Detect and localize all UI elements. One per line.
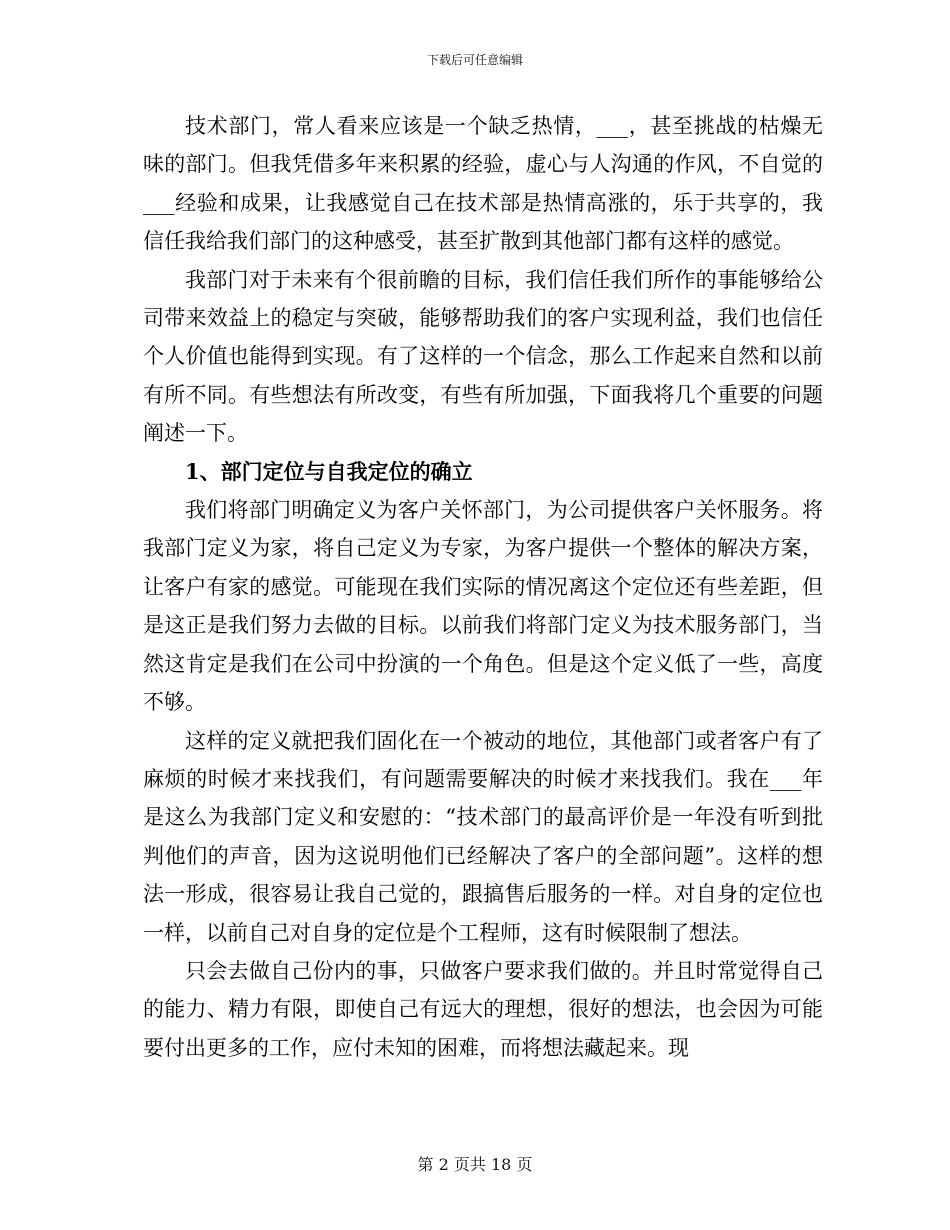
paragraph: 技术部门，常人看来应该是一个缺乏热情，___，甚至挑战的枯燥无味的部门。但我凭借多年来积累的经验，虚心与人沟通的作风，不自觉的___经验和成果，让我感觉自己在技术部是热情高涨的，乐于共享的，我信任我给我们部门的这种感受，甚至扩散到其他部门都有这样的感觉。 <box>143 114 823 254</box>
page-header: 下载后可任意编辑 <box>426 53 523 67</box>
section-heading: 1、部门定位与自我定位的确立 <box>185 458 473 484</box>
paragraph: 我们将部门明确定义为客户关怀部门，为公司提供客户关怀服务。将我部门定义为家，将自己定义为专家，为客户提供一个整体的解决方案，让客户有家的感觉。可能现在我们实际的情况离这个定位还有些差距，但是这正是我们努力去做的目标。以前我们将部门定义为技术服务部门，当然这肯定是我们在公司中扮演的一个角色。但是这个定义低了一些，高度不够。 <box>143 498 823 715</box>
document-body <box>143 107 823 1067</box>
paragraph: 这样的定义就把我们固化在一个被动的地位，其他部门或者客户有了麻烦的时候才来找我们，有问题需要解决的时候才来找我们。我在___年是这么为我部门定义和安慰的：“技术部门的最高评价是一年没有听到批判他们的声音，因为这说明他们已经解决了客户的全部问题”。这样的想法一形成，很容易让我自己觉的，跟搞售后服务的一样。对自身的定位也一样，以前自己对自身的定位是个工程师，这有时候限制了想法。 <box>143 728 823 945</box>
paragraph: 只会去做自己份内的事，只做客户要求我们做的。并且时常觉得自己的能力、精力有限，即使自己有远大的理想，很好的想法，也会因为可能要付出更多的工作，应付未知的困难，而将想法藏起来。现 <box>143 958 823 1060</box>
page-footer: 第 2 页共 18 页 <box>417 1155 533 1174</box>
paragraph: 我部门对于未来有个很前瞻的目标，我们信任我们所作的事能够给公司带来效益上的稳定与突破，能够帮助我们的客户实现利益，我们也信任个人价值也能得到实现。有了这样的一个信念，那么工作起来自然和以前有所不同。有些想法有所改变，有些有所加强，下面我将几个重要的问题阐述一下。 <box>143 267 823 446</box>
